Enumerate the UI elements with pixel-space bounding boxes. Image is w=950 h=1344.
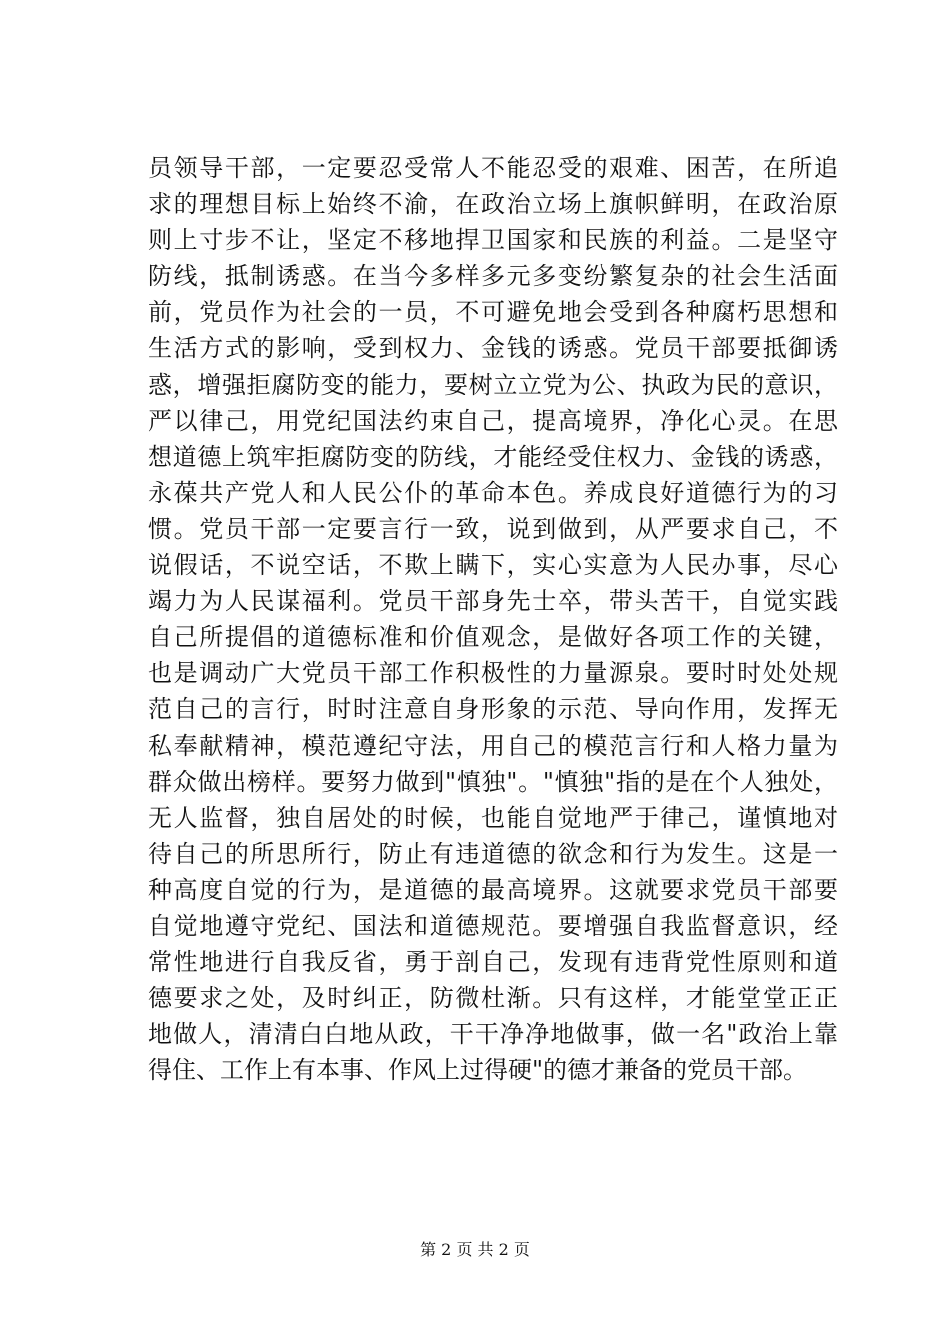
text-line: 惯。党员干部一定要言行一致，说到做到，从严要求自己，不	[148, 514, 838, 543]
text-line: 前，党员作为社会的一员，不可避免地会受到各种腐朽思想和	[148, 298, 838, 327]
text-line: 范自己的言行，时时注意自身形象的示范、导向作用，发挥无	[148, 695, 838, 724]
text-line: 自觉地遵守党纪、国法和道德规范。要增强自我监督意识，经	[148, 911, 838, 940]
text-line: 惑，增强拒腐防变的能力，要树立立党为公、执政为民的意识，	[148, 370, 838, 399]
text-line: 也是调动广大党员干部工作积极性的力量源泉。要时时处处规	[148, 659, 838, 688]
text-line: 无人监督，独自居处的时候，也能自觉地严于律己，谨慎地对	[148, 803, 838, 832]
body-text	[148, 150, 838, 1088]
text-line: 群众做出榜样。要努力做到"慎独"。"慎独"指的是在个人独处，	[148, 767, 838, 796]
text-line: 则上寸步不让，坚定不移地捍卫国家和民族的利益。二是坚守	[148, 226, 838, 255]
text-line: 生活方式的影响，受到权力、金钱的诱惑。党员干部要抵御诱	[148, 334, 838, 363]
text-line: 防线，抵制诱惑。在当今多样多元多变纷繁复杂的社会生活面	[148, 262, 838, 291]
text-line: 私奉献精神，模范遵纪守法，用自己的模范言行和人格力量为	[148, 731, 838, 760]
text-line: 求的理想目标上始终不渝，在政治立场上旗帜鲜明，在政治原	[148, 190, 838, 219]
text-line: 永葆共产党人和人民公仆的革命本色。养成良好道德行为的习	[148, 478, 838, 507]
text-line-last: 得住、工作上有本事、作风上过得硬"的德才兼备的党员干部。	[148, 1056, 808, 1085]
text-line: 严以律己，用党纪国法约束自己，提高境界，净化心灵。在思	[148, 406, 838, 435]
text-line: 地做人，清清白白地从政，干干净净地做事，做一名"政治上靠	[148, 1020, 838, 1049]
text-line: 待自己的所思所行，防止有违道德的欲念和行为发生。这是一	[148, 839, 838, 868]
text-line: 说假话，不说空话，不欺上瞒下，实心实意为人民办事，尽心	[148, 551, 838, 580]
page-number-footer: 第 2 页 共 2 页	[420, 1240, 530, 1259]
text-line: 竭力为人民谋福利。党员干部身先士卒，带头苦干，自觉实践	[148, 587, 838, 616]
text-line: 德要求之处，及时纠正，防微杜渐。只有这样，才能堂堂正正	[148, 984, 838, 1013]
text-line: 员领导干部，一定要忍受常人不能忍受的艰难、困苦，在所追	[148, 154, 838, 182]
text-line: 种高度自觉的行为，是道德的最高境界。这就要求党员干部要	[148, 875, 838, 904]
text-line: 想道德上筑牢拒腐防变的防线，才能经受住权力、金钱的诱惑，	[148, 442, 838, 471]
text-line: 自己所提倡的道德标准和价值观念，是做好各项工作的关键，	[148, 623, 838, 652]
text-line: 常性地进行自我反省，勇于剖自己，发现有违背党性原则和道	[148, 948, 838, 977]
